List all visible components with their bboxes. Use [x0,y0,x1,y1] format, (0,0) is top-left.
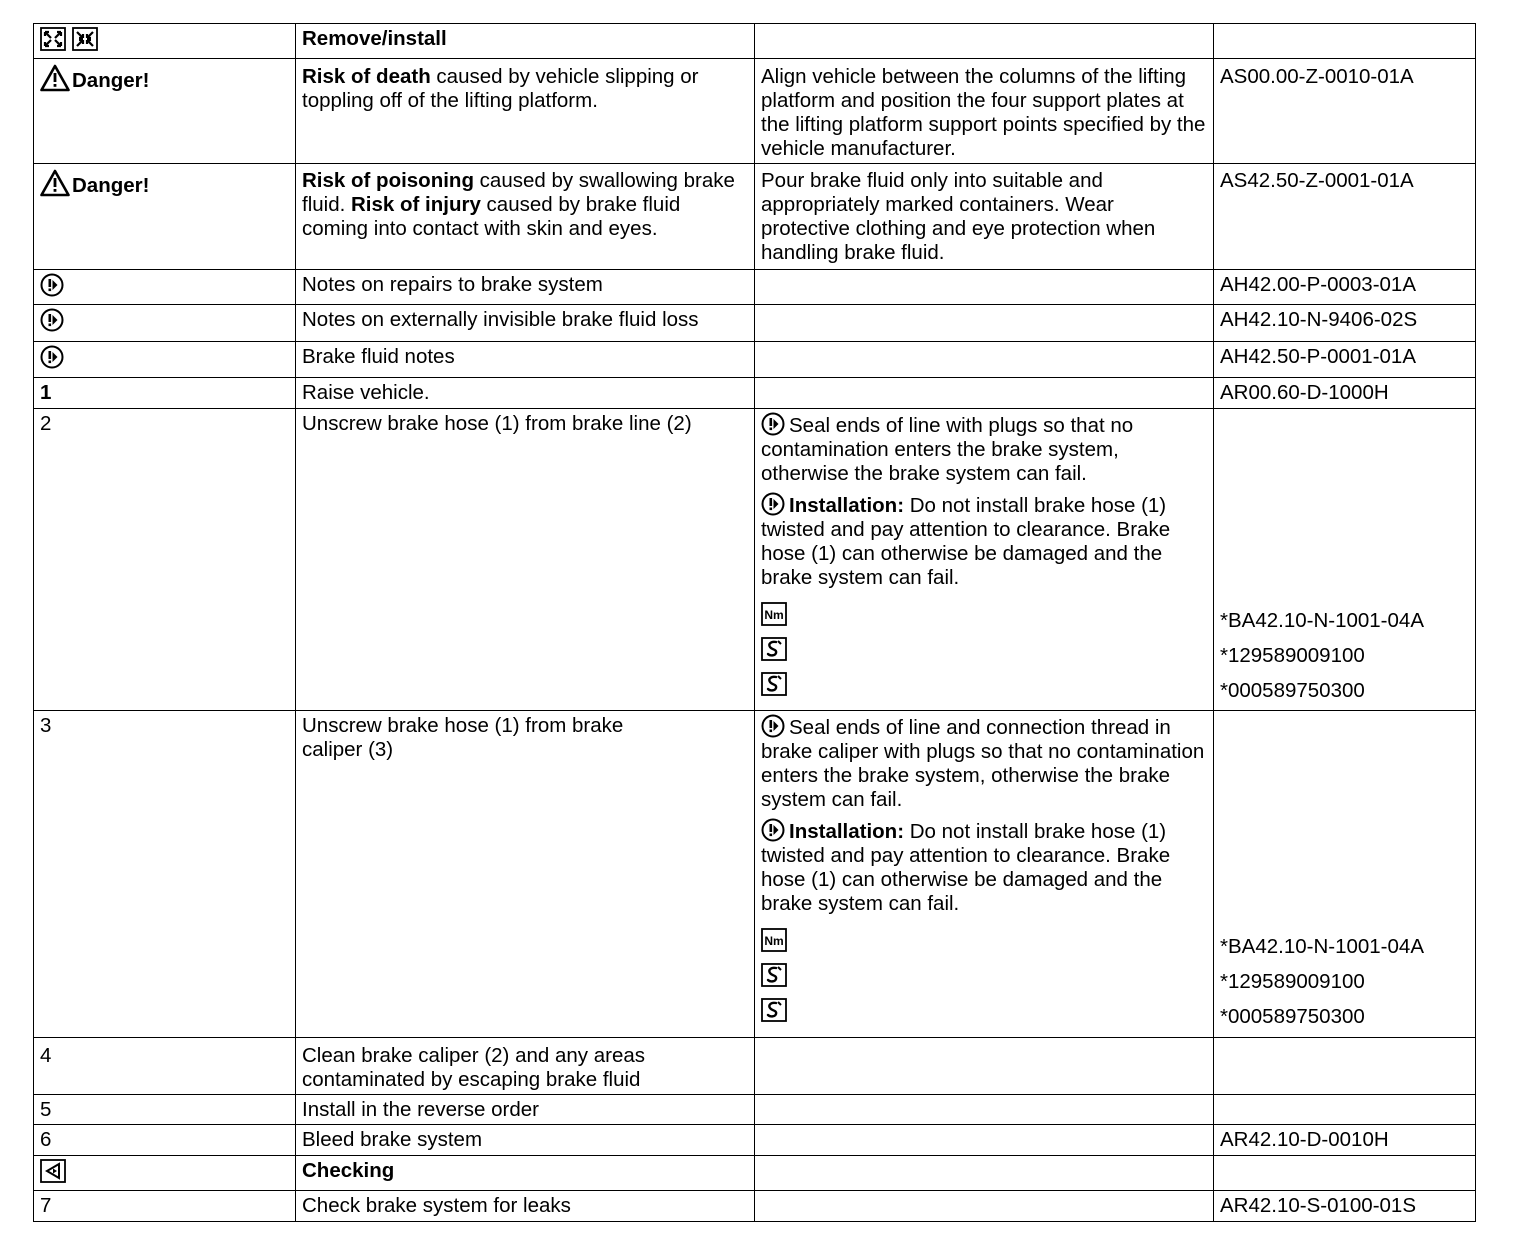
tool-row [761,631,1208,666]
install-icon [72,27,98,51]
step-number-text: 2 [40,412,52,435]
step-text-cell [296,409,755,711]
step-number [34,1095,296,1125]
checking-icon-cell [34,1156,296,1191]
risk-bold: Risk of death [302,65,431,88]
tool-row [761,992,1208,1027]
installation-label: Installation: [789,494,905,517]
risk-bold: Risk of injury [351,193,481,216]
step-empty-cell [1214,1095,1476,1125]
step-row [34,1095,1476,1125]
danger-risk-cell [296,164,755,270]
note-text-cell [296,342,755,378]
warning-triangle-icon [40,169,70,197]
tool-row [761,666,1208,701]
step-row [34,1038,1476,1095]
step-number [34,1191,296,1222]
step-number [34,1038,296,1095]
torque-row [761,922,1208,957]
torque-ref: *BA42.10-N-1001-04A [1220,608,1424,632]
note-icon [40,345,64,369]
note-text: Brake fluid notes [302,345,455,368]
step-text: Raise vehicle. [302,381,430,404]
step-number-text: 7 [40,1194,52,1217]
tool-ref: *000589750300 [1220,1004,1365,1028]
step-text-cell [296,1095,755,1125]
step-text: Unscrew brake hose (1) from brake line (2) [302,412,692,435]
note-icon [761,412,785,436]
torque-nm-icon [761,602,787,626]
step-empty-cell [755,1125,1214,1156]
note-ref: AH42.00-P-0003-01A [1220,273,1417,296]
seal-note [761,714,1208,812]
danger-ref: AS00.00-Z-0010-01A [1220,65,1414,88]
seal-note-text: Seal ends of line and connection thread in brake caliper with plugs so that no contamination enters the brake system, otherwise the brake system can fail. [761,716,1205,811]
note-text: Notes on repairs to brake system [302,273,603,296]
note-row [34,305,1476,342]
seal-note-text: Seal ends of line with plugs so that no contamination enters the brake system, otherwise the brake system can fail. [761,414,1134,485]
tool-row [761,957,1208,992]
note-row [34,342,1476,378]
step-text-cell [296,1125,755,1156]
header-icons-cell [34,24,296,59]
ref-line [1220,929,1470,964]
note-icon-cell [34,342,296,378]
step-ref-cell [1214,1191,1476,1222]
danger-label-cell [34,59,296,164]
danger-label: Danger! [72,69,150,92]
step-row [34,1191,1476,1222]
step-row [34,1125,1476,1156]
danger-label: Danger! [72,174,150,197]
installation-text: Do not install brake hose (1) twisted and pay attention to clearance. Brake hose (1) can otherwise be damaged and the brake system can fail. [761,820,1171,915]
torque-row [761,596,1208,631]
torque-nm-icon [761,928,787,952]
danger-measure-cell [755,59,1214,164]
risk-bold: Risk of poisoning [302,169,474,192]
ref-line [1220,999,1470,1034]
ref-line [1220,638,1470,673]
step-text: Check brake system for leaks [302,1194,571,1217]
special-tool-icon [761,672,787,696]
step-row [34,409,1476,711]
step-ref-cell [1214,378,1476,409]
note-empty-cell [755,342,1214,378]
warning-triangle-icon [40,64,70,92]
note-text: Notes on externally invisible brake fluid loss [302,308,699,331]
header-empty-cell [1214,24,1476,59]
danger-measure-cell [755,164,1214,270]
checking-row [34,1156,1476,1191]
danger-ref-cell [1214,59,1476,164]
special-tool-icon [761,963,787,987]
note-icon [761,714,785,738]
ref-line [1220,964,1470,999]
installation-label: Installation: [789,820,905,843]
step-number-text: 5 [40,1098,52,1121]
step-text-cell [296,1038,755,1095]
installation-note [761,818,1208,916]
risk-text: caused by vehicle slipping or toppling off of the lifting platform. [302,65,699,112]
installation-note [761,492,1208,590]
step-text-cell [296,378,755,409]
step-row [34,378,1476,409]
step-number [34,409,296,711]
step-detail-cell [755,409,1214,711]
step-text: Bleed brake system [302,1128,483,1151]
note-icon [40,308,64,332]
remove-icon [40,27,66,51]
step-number-text: 6 [40,1128,52,1151]
risk-text: caused by swallowing brake fluid. [302,169,735,216]
step-ref: AR00.60-D-1000H [1220,381,1389,404]
note-icon [761,818,785,842]
step-ref-cell [1214,1125,1476,1156]
note-icon [40,273,64,297]
step-number-text: 3 [40,714,52,737]
special-tool-icon [761,998,787,1022]
step-text-cell [296,711,755,1038]
step-detail-cell [755,711,1214,1038]
checking-title-cell [296,1156,755,1191]
ref-line [1220,603,1470,638]
note-ref-cell [1214,305,1476,342]
header-title [296,24,755,59]
header-title-text: Remove/install [302,27,447,50]
step-empty-cell [755,1038,1214,1095]
special-tool-icon [761,637,787,661]
step-number-text: 4 [40,1044,52,1067]
note-text-cell [296,270,755,305]
note-ref-cell [1214,342,1476,378]
installation-text: Do not install brake hose (1) twisted and pay attention to clearance. Brake hose (1) can otherwise be damaged and the brake system can fail. [761,494,1171,589]
header-empty-cell [755,24,1214,59]
checking-empty-cell [755,1156,1214,1191]
note-ref-cell [1214,270,1476,305]
risk-text: caused by brake fluid coming into contact with skin and eyes. [302,193,681,240]
step-number-text: 1 [40,381,52,404]
step-ref: AR42.10-D-0010H [1220,1128,1389,1151]
step-empty-cell [755,1191,1214,1222]
danger-ref: AS42.50-Z-0001-01A [1220,169,1414,192]
note-empty-cell [755,270,1214,305]
tool-ref: *129589009100 [1220,969,1365,993]
step-ref-cell [1214,409,1476,711]
note-row [34,270,1476,305]
danger-ref-cell [1214,164,1476,270]
checking-empty-cell [1214,1156,1476,1191]
note-text-cell [296,305,755,342]
danger-row [34,164,1476,270]
checking-icon [40,1159,66,1183]
step-ref: AR42.10-S-0100-01S [1220,1194,1417,1217]
tool-ref: *000589750300 [1220,678,1365,702]
step-number [34,711,296,1038]
note-empty-cell [755,305,1214,342]
tool-ref: *129589009100 [1220,643,1365,667]
step-text: Install in the reverse order [302,1098,540,1121]
ref-line [1220,673,1470,708]
danger-label-cell [34,164,296,270]
step-ref-cell [1214,711,1476,1038]
checking-title: Checking [302,1159,395,1182]
step-text-cell [296,1191,755,1222]
note-icon-cell [34,270,296,305]
note-ref: AH42.50-P-0001-01A [1220,345,1417,368]
torque-ref: *BA42.10-N-1001-04A [1220,934,1424,958]
note-icon-cell [34,305,296,342]
seal-note [761,412,1208,486]
header-row [34,24,1476,59]
step-text: Clean brake caliper (2) and any areas contaminated by escaping brake fluid [302,1044,645,1091]
danger-risk-cell [296,59,755,164]
step-row [34,711,1476,1038]
procedure-table [33,23,1476,1222]
step-empty-cell [1214,1038,1476,1095]
step-empty-cell [755,378,1214,409]
note-icon [761,492,785,516]
step-number [34,1125,296,1156]
step-number [34,378,296,409]
danger-measure: Align vehicle between the columns of the lifting platform and position the four support plates at the lifting platform support points specified by the vehicle manufacturer. [761,65,1206,160]
danger-row [34,59,1476,164]
note-ref: AH42.10-N-9406-02S [1220,308,1418,331]
danger-measure: Pour brake fluid only into suitable and appropriately marked containers. Wear protective clothing and eye protection when handling brake fluid. [761,169,1156,264]
step-text: Unscrew brake hose (1) from brake caliper (3) [302,714,624,761]
step-empty-cell [755,1095,1214,1125]
